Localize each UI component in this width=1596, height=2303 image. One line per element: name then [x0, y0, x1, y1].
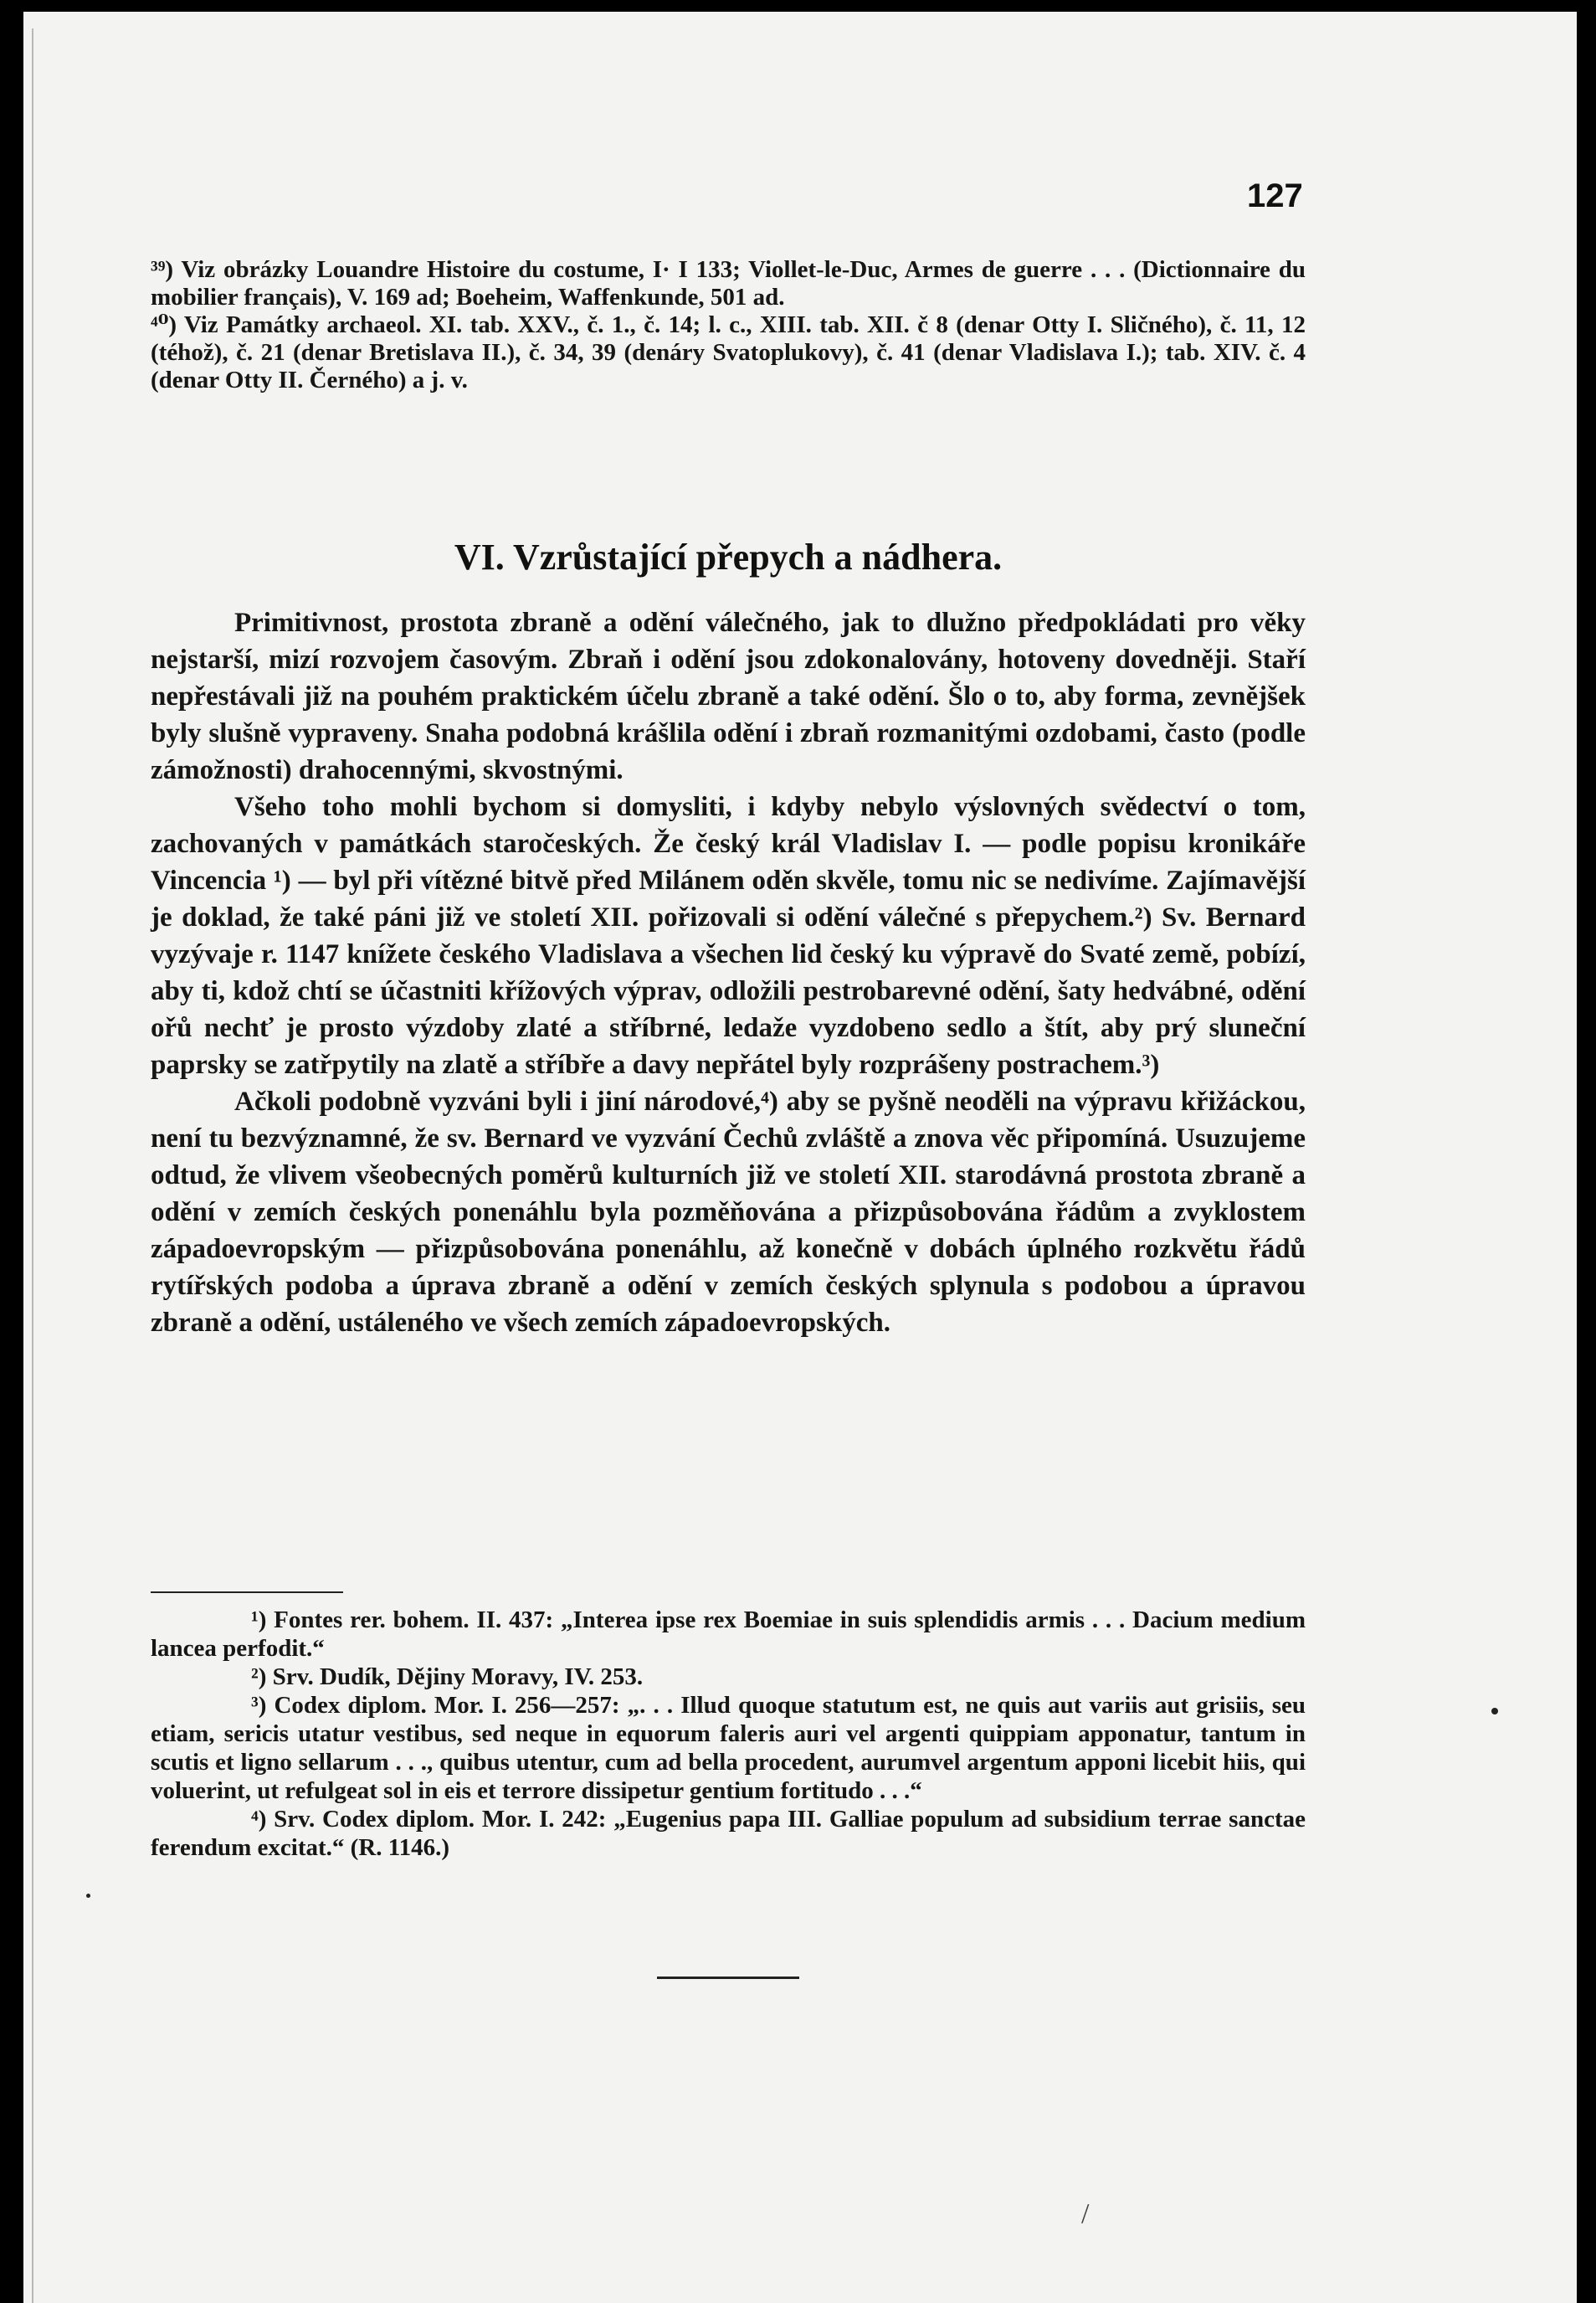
top-footnotes	[151, 256, 1306, 394]
bottom-footnotes	[151, 1606, 1306, 1862]
chapter-heading: VI. Vzrůstající přepych a nádhera.	[454, 537, 1003, 578]
footnote-1: ¹) Fontes rer. bohem. II. 437: „Interea ipse rex Boemiae in suis splendidis armis . . . Dacium medium lancea perfodit.“	[151, 1606, 1306, 1662]
footnote-separator	[151, 1591, 343, 1593]
spine-line	[32, 28, 33, 2303]
footnote-39: ³⁹) Viz obrázky Louandre Histoire du costume, I· I 133; Viollet-le-Duc, Armes de guerre . . . (Dictionnaire du mobilier français), V. 169 ad; Boeheim, Waffenkunde, 501 ad.	[151, 256, 1306, 311]
paragraph-3: Ačkoli podobně vyzváni byli i jiní národové,⁴) aby se pyšně neoděli na výpravu křižáckou, není tu bezvýznamné, že sv. Bernard ve vyzvání Čechů zvláště a znova věc připomíná. Usuzujeme odtud, že vlivem všeobecných poměrů kulturních již ve století XII. starodávná prostota zbraně a odění v zemích českých ponenáhlu byla pozměňována a přizpůsobována řádům a zvyklostem západoevropským — přizpůsobována ponenáhlu, až konečně v dobách úplného rozkvětu řádů rytířských podoba a úprava zbraně a odění v zemích českých splynula s podobou a úpravou zbraně a odění, ustáleného ve všech zemích západoevropských.	[151, 1087, 1306, 1338]
paragraph-2: Všeho toho mohli bychom si domysliti, i kdyby nebylo výslovných svědectví o tom, zachovaných v památkách staročeských. Že český král Vladislav I. — podle popisu kronikáře Vincencia ¹) — byl při vítězné bitvě před Milánem oděn skvěle, tomu nic se nedivíme. Zajímavější je doklad, že také páni již ve století XII. pořizovali si odění válečné s přepychem.²) Sv. Bernard vyzývaje r. 1147 knížete českého Vladislava a všechen lid český ku výpravě do Svaté země, pobízí, aby ti, kdož chtí se účastniti křížových výprav, odložili pestrobarevné odění, šaty hedvábné, odění ořů nechť je prosto výzdoby zlaté a stříbrné, ledaže vyzdobeno sedlo a štít, aby prý sluneční paprsky se zatřpytily na zlatě a stříbře a davy nepřátel byly rozprášeny postrachem.³)	[151, 792, 1306, 1080]
paragraph-1: Primitivnost, prostota zbraně a odění válečného, jak to dlužno předpokládati pro věky nejstarší, mizí rozvojem časovým. Zbraň i odění jsou zdokonalovány, hotoveny dovedněji. Staří nepřestávali již na pouhém praktickém účelu zbraně a také odění. Šlo o to, aby forma, zevnějšek byly slušně vypraveny. Snaha podobná krášlila odění i zbraň rozmanitými ozdobami, často (podle zámožnosti) drahocennými, skvostnými.	[151, 608, 1306, 785]
body-text	[151, 604, 1306, 1341]
end-rule	[657, 1977, 799, 1979]
footnote-2: ²) Srv. Dudík, Dějiny Moravy, IV. 253.	[251, 1663, 644, 1690]
scan-speck	[1491, 1708, 1498, 1714]
scan-speck	[86, 1894, 90, 1898]
scan-mark: /	[1081, 2198, 1090, 2229]
footnote-40: ⁴⁰) Viz Památky archaeol. XI. tab. XXV., č. 1., č. 14; l. c., XIII. tab. XII. č 8 (denar Otty I. Sličného), č. 11, 12 (téhož), č. 21 (denar Bretislava II.), č. 34, 39 (denáry Svatoplukovy), č. 41 (denar Vladislava I.); tab. XIV. č. 4 (denar Otty II. Černého) a j. v.	[151, 311, 1306, 393]
footnote-3: ³) Codex diplom. Mor. I. 256—257: „. . . Illud quoque statutum est, ne quis aut variis aut grisiis, seu etiam, sericis utatur vestibus, sed neque in equorum faleris auri vel argenti quippiam apponatur, tantum in scutis et ligno sellarum . . ., quibus utentur, cum ad bella procedent, aurumvel argentum apponi licebit hiis, qui voluerint, ut refulgeat sol in eis et terrore dissipetur gentium fortitudo . . .“	[151, 1692, 1306, 1804]
page-number: 127	[1247, 177, 1303, 214]
footnote-4: ⁴) Srv. Codex diplom. Mor. I. 242: „Eugenius papa III. Galliae populum ad subsidium terrae sanctae ferendum excitat.“ (R. 1146.)	[151, 1806, 1306, 1861]
scan-left-edge	[0, 0, 23, 2303]
scan-right-edge	[1577, 0, 1596, 2303]
